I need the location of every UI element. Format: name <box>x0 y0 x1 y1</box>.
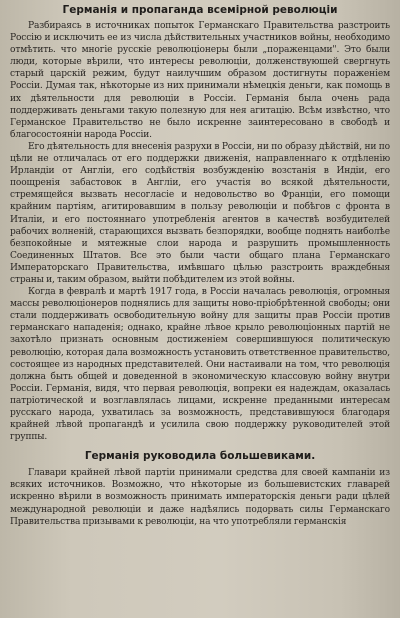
section-heading-bolsheviks: Германія руководила большевиками. <box>84 450 316 463</box>
paragraph-activities: Его дѣятельность для внесенія разрухи в Россіи, ни по образу дѣйствій, ни по цѣли не отличалась от его поддержки движенія, направленнаго к отдѣленію Ирландіи от Англіи, его содѣйствія возбужденію возстанія в Индіи, его поощренія забастовок в Англіи, его участія во всякой дѣятельности, стремящейся вызвать несогласіе и недовольство во Франціи, его помощи крайним партіям, агитировавшим в пользу революціи и побѣгов с фронта в Италіи, и его постояннаго употребленія агентов в качествѣ возбудителей рабочих волненій, старающихся вызвать безпорядки, вообще поднять наиболѣе безпокойные и мятежные слои народа и разрушить промышленность Соединенных Штатов. Все это были части общаго плана Германскаго Императорскаго Правительства, имѣвшаго цѣлью разстроить враждебныя страны и, таким образом, выйти побѣдителем из этой войны. <box>10 141 390 285</box>
section-heading-propaganda: Германія и пропаганда всемірной революціи <box>62 4 338 16</box>
paragraph-leaders: Главари крайней лѣвой партіи принимали средства для своей кампаніи из всяких источников. Возможно, что нѣкоторые из большевистских главарей искренно вѣрили в возможность принимать императорскія деньги ради цѣлей международной революціи и даже надѣялись подорвать силы Германскаго Правительства призывами к революціи, на что употребляли германскія <box>10 468 390 527</box>
paragraph-pораженцы: Разбираясь в источниках попыток Германскаго Правительства разстроить Россію и исключить ее из числа дѣйствительных участников войны, необходимо отмѣтить. что многіе русскіе революціонеры были „пораженцами". Это были люди, которые вѣрили, что интересы революціи, долженствуюшей свергнуть старый царскій режим, будут наилучшим образом достигнуты пораженіем Россіи. Думая так, нѣкоторые из них принимали нѣмецкія деньги, как помощь в их дѣятельности для революціи в Россіи. Германія была очень рада поддерживать деньгами такую полезную для нея агитацію. Всѣм извѣстно, что Германское Правительство не было искренне заинтересовано в свободѣ и благосостояніи народа Россіи. <box>10 21 390 140</box>
paragraph-february-revolution: Когда в февралѣ и мартѣ 1917 года, в Россіи началась революція, огромныя массы революціонеров поднялись для защиты ново-пріобрѣтенной свободы; они стали поддерживать освободительную войну для защиты прав Россіи против германскаго нападенія; однако, крайне лѣвое крыло революціонных партій не захотѣло признать основным достиженіем совершившуюся политическую революцію, которая дала возможность установить ответственное правительство, состоящее из народных представителей. Они настаивали на том, что революція должна быть общей и доведенной в экономическую классовую войну внутри Россіи. Германія, видя, что первая революція, вопреки ея надеждам, оказалась патріотической и возглавлялась лицами, искренне преданными интересам русскаго народа, ухватилась за возможность, представившуюся благодаря крайней лѣвой пропагандѣ и усилила свою поддержку руководителей этой группы. <box>10 287 390 443</box>
